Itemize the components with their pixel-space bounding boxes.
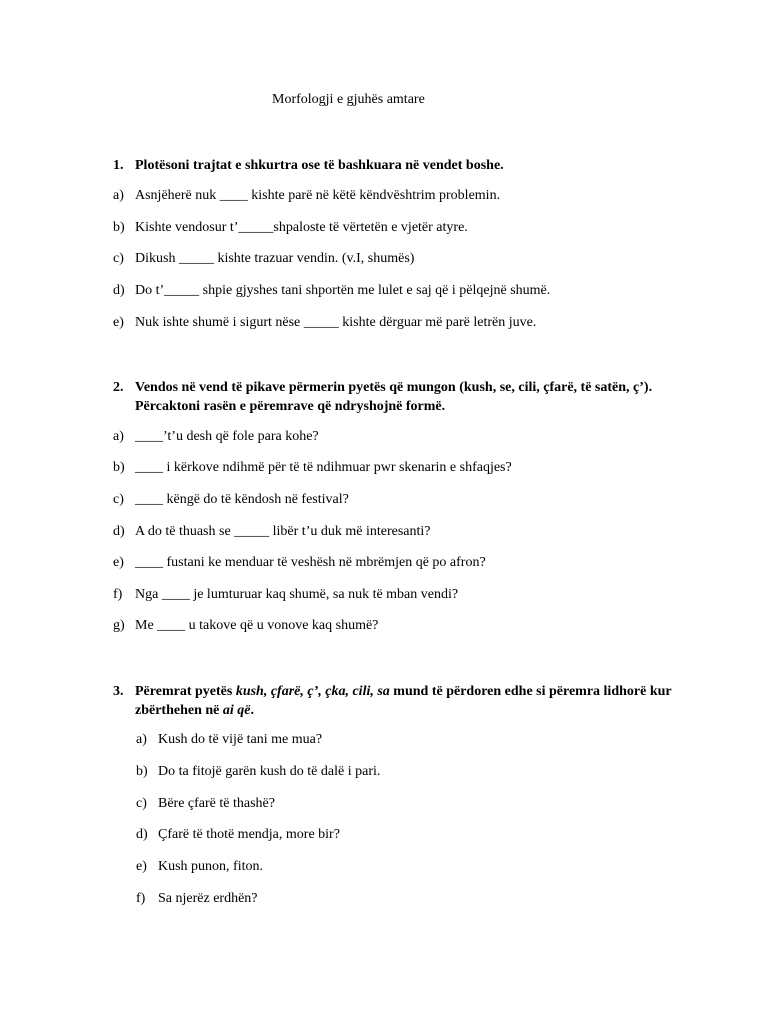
item-text: Bëre çfarë të thashë? [158,796,275,811]
item-text: ____’t’u desh që fole para kohe? [135,429,319,444]
item-text: Sa njerëz erdhën? [158,891,258,906]
item-text: Do t’_____ shpie gjyshes tani shportën me lulet e saj që i pëlqejnë shumë. [135,283,551,298]
item-text: ____ i kërkove ndihmë për të të ndihmuar pwr skenarin e shfaqjes? [135,460,512,475]
item-label: b) [113,220,125,235]
item-label: c) [113,251,124,266]
item-text: ____ këngë do të këndosh në festival? [135,492,349,507]
item-label: g) [113,618,125,633]
question-number: 1. [113,158,124,173]
item-text: A do të thuash se _____ libër t’u duk më interesanti? [135,524,431,539]
item-label: f) [136,891,146,906]
item-text: Kishte vendosur t’_____shpaloste të vërtetën e vjetër atyre. [135,220,468,235]
item-text: Dikush _____ kishte trazuar vendin. (v.I, shumës) [135,251,415,266]
heading-line2-part1: zbërthehen në [135,703,223,718]
question-text-line1: Vendos në vend të pikave përmerin pyetës që mungon (kush, se, cili, çfarë, të satën, ç’). [135,380,653,395]
question-number: 3. [113,684,124,699]
item-label: d) [113,283,125,298]
heading-part1: Përemrat pyetës [135,684,236,699]
item-label: d) [113,524,125,539]
item-text: Me ____ u takove që u vonove kaq shumë? [135,618,379,633]
question-text [135,682,680,720]
item-label: d) [136,827,148,842]
item-text: Kush punon, fiton. [158,859,263,874]
question-text-line2: Përcaktoni rasën e përemrave që ndryshojnë formë. [135,399,446,414]
item-label: a) [136,732,147,747]
item-text: Çfarë të thotë mendja, more bir? [158,827,340,842]
item-text: Kush do të vijë tani me mua? [158,732,323,747]
item-label: e) [136,859,147,874]
question-number: 2. [113,380,124,395]
item-label: a) [113,429,124,444]
item-label: b) [113,460,125,475]
item-label: c) [113,492,124,507]
item-text: ____ fustani ke menduar të veshësh në mbrëmjen që po afron? [135,555,486,570]
item-label: f) [113,587,123,602]
heading-part2: mund të përdoren edhe si përemra lidhorë kur [389,684,672,699]
heading-line2-part2: . [250,703,254,718]
question-text: Plotësoni trajtat e shkurtra ose të bashkuara në vendet boshe. [135,158,504,173]
question-text [135,378,680,416]
item-label: a) [113,188,124,203]
item-text: Asnjëherë nuk ____ kishte parë në këtë këndvështrim problemin. [135,188,501,203]
heading-italic-ai-qe: ai që [222,703,251,718]
item-label: c) [136,796,147,811]
item-text: Nga ____ je lumturuar kaq shumë, sa nuk të mban vendi? [135,587,459,602]
item-text: Nuk ishte shumë i sigurt nëse _____ kishte dërguar më parë letrën juve. [135,315,537,330]
heading-italic-pronouns: kush, çfarë, ç’, çka, cili, sa [235,684,390,699]
item-label: e) [113,315,124,330]
item-label: b) [136,764,148,779]
item-label: e) [113,555,124,570]
document-title: Morfologji e gjuhës amtare [272,92,425,107]
item-text: Do ta fitojë garën kush do të dalë i pari. [158,764,381,779]
